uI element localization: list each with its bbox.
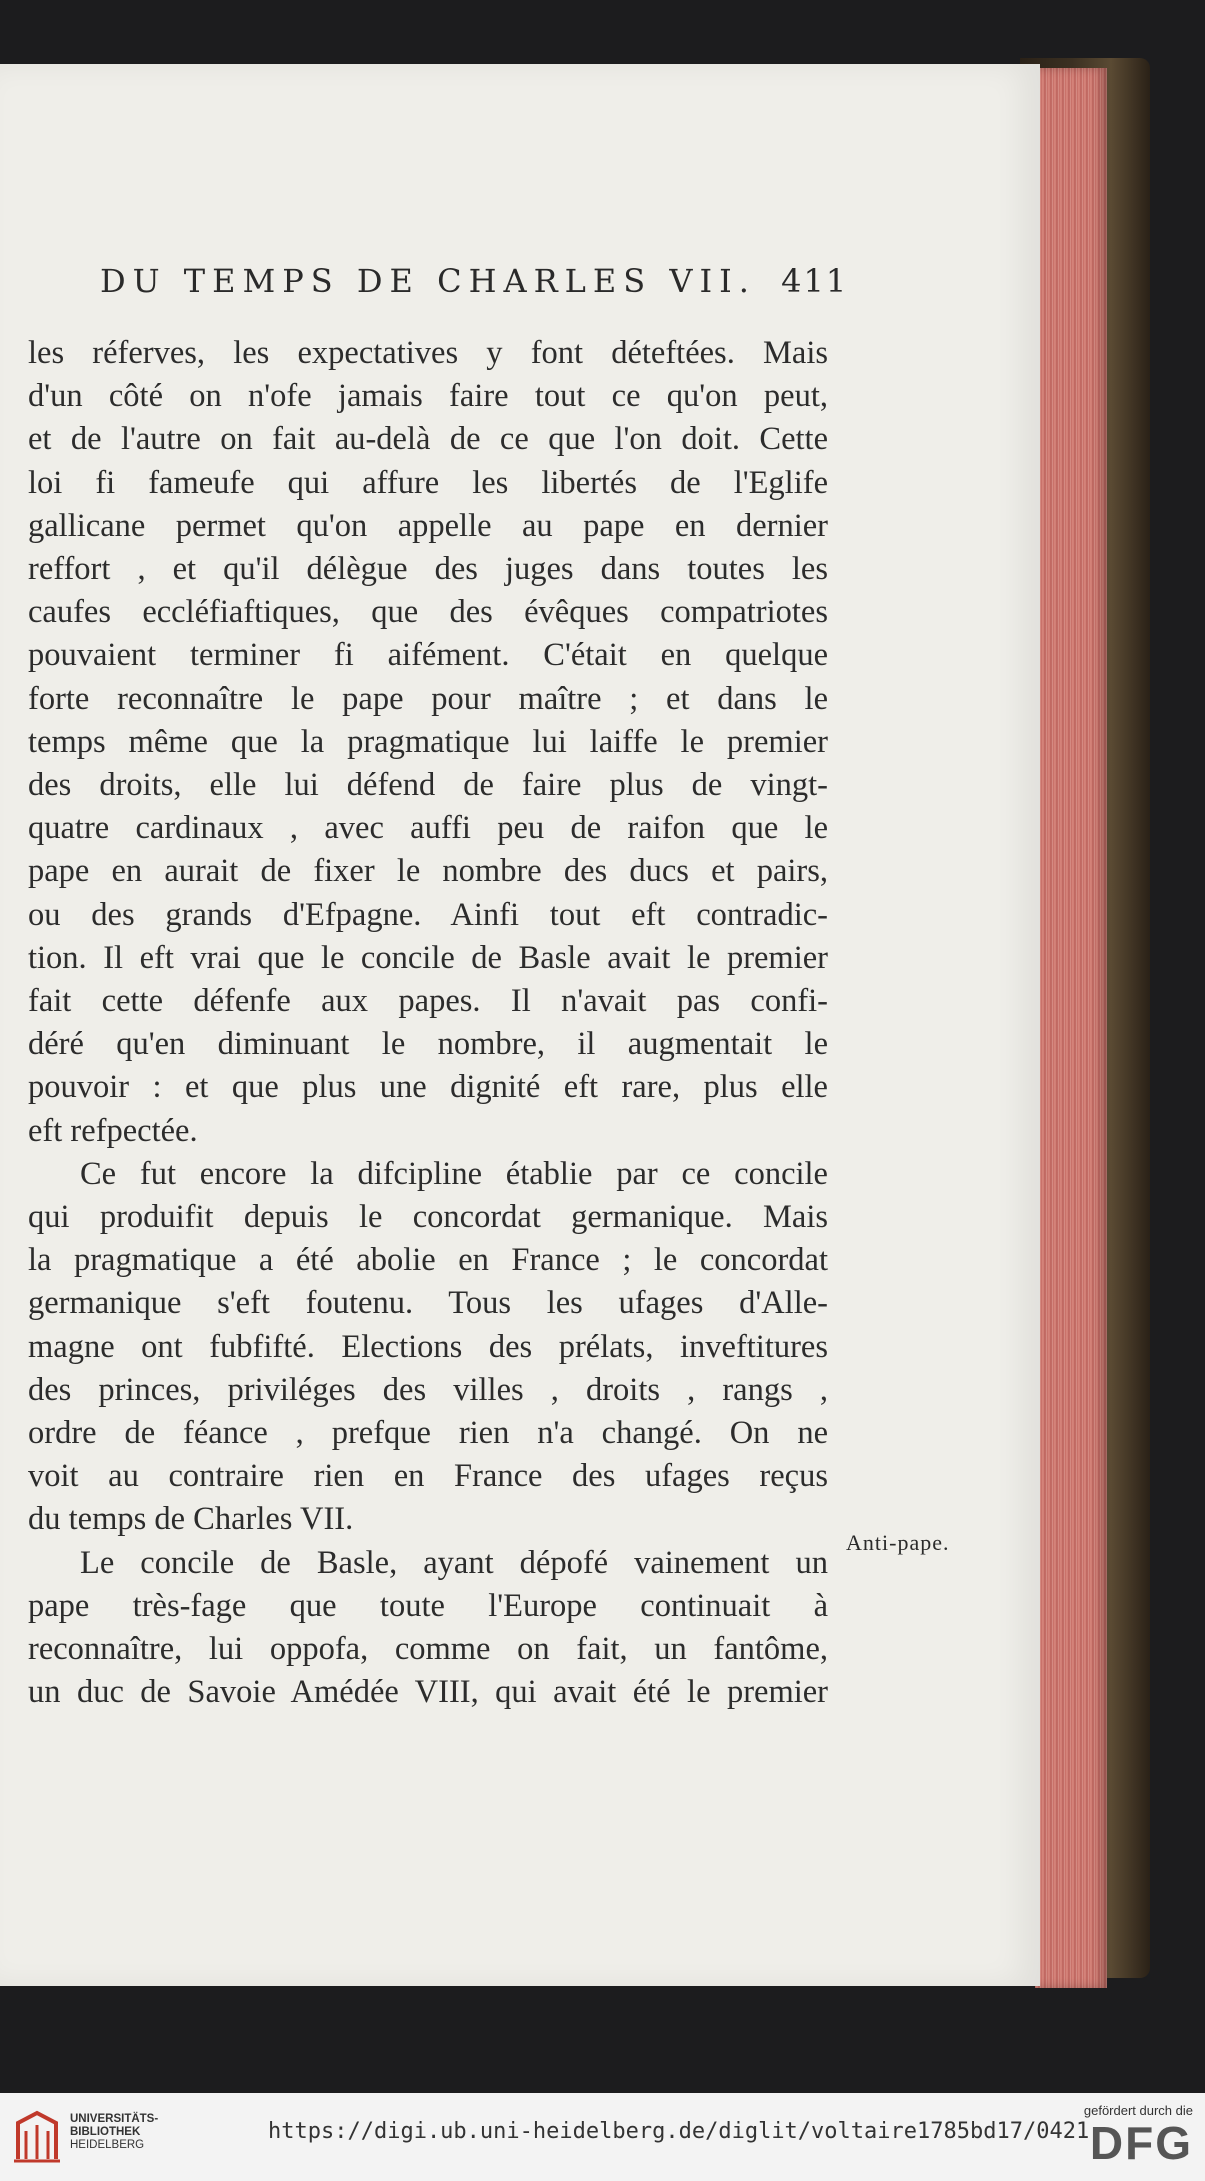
library-name-line: HEIDELBERG (70, 2139, 145, 2151)
text-line: germanique s'eft foutenu. Tous les ufages d'Alle- (28, 1285, 828, 1322)
text-line: magne ont fubfifté. Elections des prélats, inveftitures (28, 1328, 828, 1365)
library-name-line: UNIVERSITÄTS- (70, 2113, 159, 2125)
text-line: les réferves, les expectatives y font déteftées. Mais (28, 335, 828, 371)
text-line: reffort , et qu'il délègue des juges dans toutes les (28, 551, 828, 588)
text-line: qui produifit depuis le concordat germanique. Mais (28, 1199, 828, 1236)
text-line: tion. Il eft vrai que le concile de Basle avait le premier (28, 939, 828, 976)
library-name-line: BIBLIOTHEK (70, 2126, 141, 2138)
text-line: du temps de Charles VII. (28, 1501, 354, 1538)
page-number: 411 (781, 262, 849, 300)
text-line: pouvoir : et que plus une dignité eft rare, plus elle (28, 1069, 828, 1106)
text-line: eft refpectée. (28, 1112, 198, 1149)
text-line: loi fi fameufe qui affure les libertés de l'Eglife (28, 464, 828, 501)
text-line: reconnaître, lui oppofa, comme on fait, un fantôme, (28, 1631, 828, 1668)
body-text (28, 332, 828, 1715)
permalink-url[interactable]: https://digi.ub.uni-heidelberg.de/diglit/voltaire1785bd17/0421 (268, 2119, 1090, 2144)
text-line: caufes eccléfiaftiques, que des évêques compatriotes (28, 594, 828, 631)
text-line: Ce fut encore la difcipline établie par ce concile (80, 1155, 828, 1192)
text-line: temps même que la pragmatique lui laiffe le premier (28, 723, 828, 760)
text-line: un duc de Savoie Amédée VIII, qui avait été le premier (28, 1674, 828, 1711)
running-title: DU TEMPS DE CHARLES VII. (100, 262, 756, 300)
text-line: gallicane permet qu'on appelle au pape en dernier (28, 507, 828, 544)
text-line: ordre de féance , prefque rien n'a changé. On ne (28, 1415, 828, 1452)
text-line: et de l'autre on fait au-delà de ce que l'on doit. Cette (28, 421, 828, 458)
viewer-footer (0, 2093, 1205, 2181)
text-line: pouvaient terminer fi aifément. C'était en quelque (28, 637, 828, 674)
text-line: forte reconnaître le pape pour maître ; et dans le (28, 680, 828, 717)
text-line: Le concile de Basle, ayant dépofé vainement un (80, 1544, 828, 1581)
text-line: déré qu'en diminuant le nombre, il augmentait le (28, 1026, 828, 1063)
text-line: pape très-fage que toute l'Europe continuait à (28, 1587, 828, 1624)
text-line: voit au contraire rien en France des ufages reçus (28, 1458, 828, 1495)
running-header (100, 262, 849, 300)
marginal-note: Anti-pape. (846, 1530, 950, 1555)
text-line: fait cette défenfe aux papes. Il n'avait pas confi- (28, 983, 828, 1020)
text-line: ou des grands d'Efpagne. Ainfi tout eft contradic- (28, 896, 828, 933)
text-line: d'un côté on n'ofe jamais faire tout ce qu'on peut, (28, 378, 828, 415)
dfg-caption: gefördert durch die (1083, 2103, 1193, 2118)
dfg-logo: DFG (1089, 2117, 1193, 2169)
text-line: pape en aurait de fixer le nombre des ducs et pairs, (28, 853, 828, 890)
dfg-credit (1084, 2103, 1193, 2168)
text-line: la pragmatique a été abolie en France ; le concordat (28, 1242, 828, 1279)
ub-heidelberg-logo-icon (12, 2109, 62, 2165)
text-line: des princes, priviléges des villes , droits , rangs , (28, 1371, 828, 1408)
text-line: quatre cardinaux , avec auffi peu de raifon que le (28, 810, 828, 847)
page-edges (1035, 68, 1107, 1988)
text-line: des droits, elle lui défend de faire plus de vingt- (28, 767, 828, 804)
library-name (70, 2113, 158, 2152)
